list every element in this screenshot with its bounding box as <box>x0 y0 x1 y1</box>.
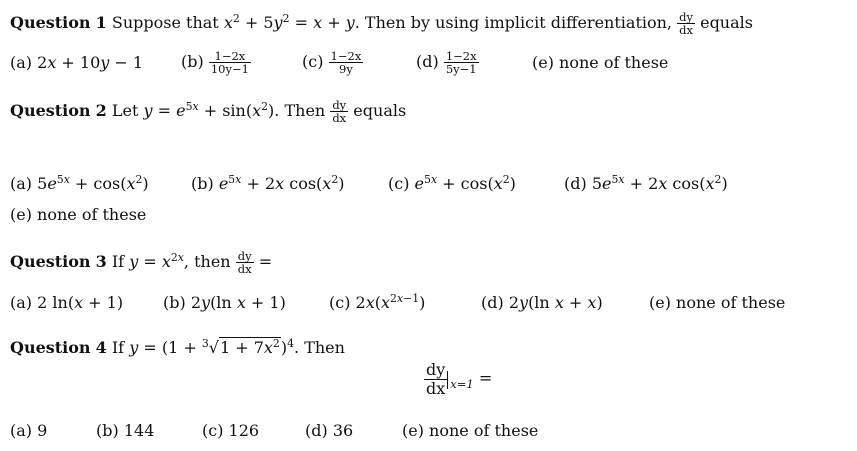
q1-option-a: (a) 2x + 10y − 1 <box>10 53 144 72</box>
option-expression: $e^{5x} + \cos(x^2)$ <box>414 173 516 193</box>
option-expression: $5e^{5x} + 2x$ $\cos(x^2)$ <box>591 173 728 193</box>
q2-option-c: (c) $e^{5x} + \cos(x^2)$ <box>388 173 516 193</box>
q4-option-a: (a) 9 <box>10 421 48 440</box>
question-3-stem <box>10 250 272 275</box>
derivative-fraction: $\frac{dy}{dx}$ <box>679 10 693 38</box>
stem-text: . Then <box>294 338 345 357</box>
q1-option-c: (c) $\frac{1-2x}{9y}$ <box>302 49 362 77</box>
option-fraction: $\frac{1-2x}{5y-1}$ <box>445 49 477 77</box>
derivative-fraction: $\frac{dy}{dx}$ <box>426 360 446 398</box>
stem-text: Let <box>111 100 139 120</box>
q2-option-a: (a) $5e^{5x} + \cos(x^2)$ <box>10 173 149 193</box>
option-expression: $e^{5x} + 2x$ $\cos(x^2)$ <box>218 173 345 193</box>
stem-text: If <box>111 338 125 357</box>
question-number: 3 <box>95 251 107 271</box>
q2-option-e: (e) none of these <box>10 205 147 224</box>
q3-option-e: (e) none of these <box>649 293 786 312</box>
derivative-fraction: $\frac{dy}{dx}$ <box>332 98 347 126</box>
option-fraction: $\frac{1-2x}{9y}$ <box>330 49 362 77</box>
stem-text: = <box>258 251 273 271</box>
question-4-stem <box>10 338 345 357</box>
q4-derivative-display <box>424 361 492 397</box>
q1-option-b: (b) $\frac{1-2x}{10y-1}$ <box>181 49 249 77</box>
question-1-stem <box>10 11 753 36</box>
q2-option-d: (d) $5e^{5x} + 2x$ $\cos(x^2)$ <box>564 173 728 193</box>
q4-option-d: (d) 36 <box>305 421 354 440</box>
option-expression: 2x + 10y − 1 <box>37 53 144 72</box>
equals-sign: = <box>478 368 493 388</box>
option-expression: 2 ln(x + 1) <box>37 293 124 312</box>
q3-option-a: (a) 2 ln(x + 1) <box>10 293 124 312</box>
stem-text: equals <box>700 12 753 32</box>
stem-text: . Then by using implicit differentiation, <box>354 12 673 32</box>
stem-text: equals <box>353 100 407 120</box>
question-number: 4 <box>95 338 107 357</box>
stem-text: , then <box>183 251 231 271</box>
derivative-fraction: $\frac{dy}{dx}$ <box>237 249 252 277</box>
question-number: 2 <box>95 100 107 120</box>
option-expression: 2y(ln x + 1) <box>190 293 286 312</box>
stem-text: Suppose that <box>111 12 219 32</box>
question-word: Question <box>10 338 91 357</box>
question-word: Question <box>10 100 91 120</box>
evaluation-bar: x=1 <box>447 371 473 389</box>
q3-option-b: (b) 2y(ln x + 1) <box>163 293 286 312</box>
question-word: Question <box>10 12 91 32</box>
equation: $x^2 + 5y^2 = x + y$ <box>223 11 355 32</box>
q2-option-b: (b) $e^{5x} + 2x$ $\cos(x^2)$ <box>191 173 345 193</box>
option-expression: 2y(ln x + x) <box>508 293 603 312</box>
option-expression: $2x(x^{2x-1})$ <box>355 292 426 312</box>
q3-option-c: (c) $2x(x^{2x-1})$ <box>329 292 426 312</box>
option-expression: $5e^{5x} + \cos(x^2)$ <box>37 173 149 193</box>
question-number: 1 <box>95 12 107 32</box>
q1-option-e: (e) none of these <box>532 53 669 72</box>
stem-text: If <box>111 251 125 271</box>
equation: $y = x^{2x}$ <box>129 250 184 271</box>
q4-option-c: (c) 126 <box>202 421 260 440</box>
option-fraction: $\frac{1-2x}{10y-1}$ <box>210 49 249 77</box>
q4-option-b: (b) 144 <box>96 421 155 440</box>
equation: $y = e^{5x} + \sin(x^2)$ <box>143 99 275 120</box>
question-word: Question <box>10 251 91 271</box>
question-2-stem <box>10 99 406 124</box>
q1-option-d: (d) $\frac{1-2x}{5y-1}$ <box>416 49 477 77</box>
equation: $y = (1 + ^3√1 + 7x^2)^4$ <box>129 337 295 357</box>
stem-text: . Then <box>274 100 326 120</box>
q4-option-e: (e) none of these <box>402 421 539 440</box>
q3-option-d: (d) 2y(ln x + x) <box>481 293 603 312</box>
